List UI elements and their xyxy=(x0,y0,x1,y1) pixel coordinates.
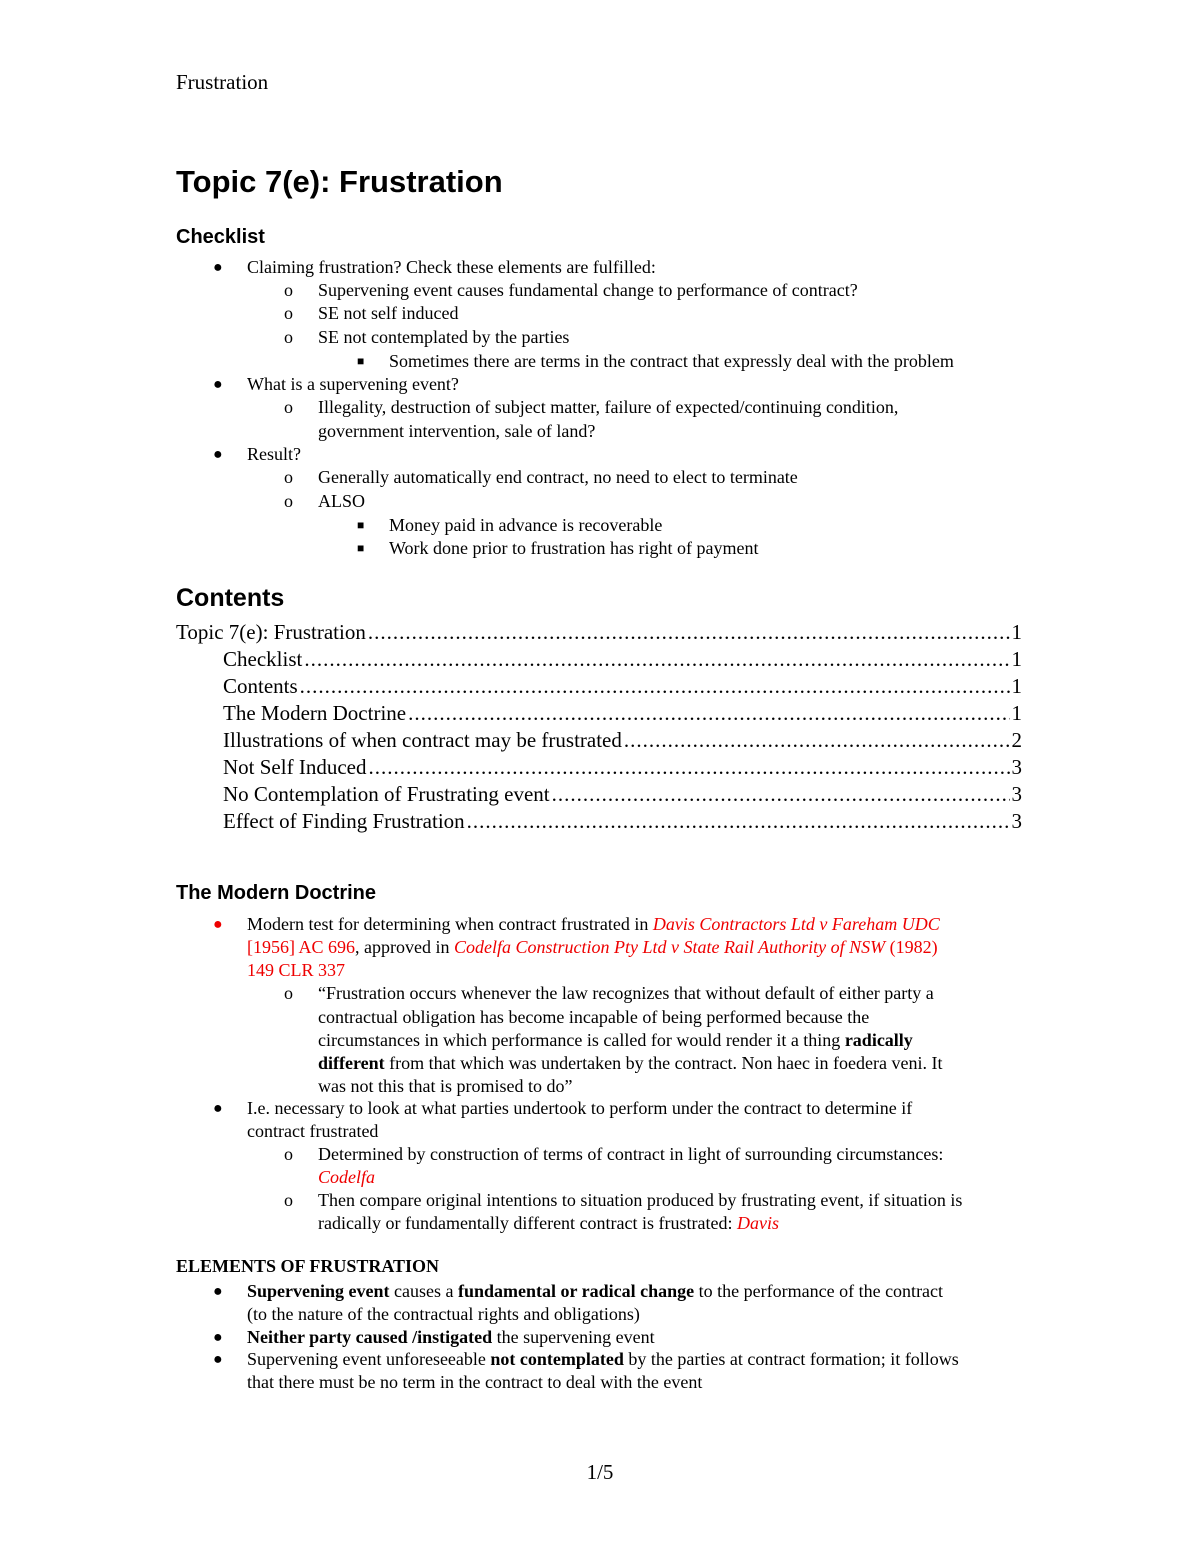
element-text: by the parties at contract formation; it follows xyxy=(623,1349,959,1369)
elements-heading: ELEMENTS OF FRUSTRATION xyxy=(176,1256,440,1276)
bullet-icon: ● xyxy=(213,1283,223,1300)
circle-bullet-icon: o xyxy=(284,983,293,1003)
circle-bullet-icon: o xyxy=(284,1190,293,1210)
case-citation: (1982) xyxy=(885,937,938,957)
bullet-icon: ● xyxy=(213,376,223,393)
quote-emphasis: different xyxy=(318,1053,385,1073)
toc-entry-label: Not Self Induced xyxy=(223,755,367,779)
element-emphasis: fundamental or radical change xyxy=(457,1281,695,1301)
toc-entry[interactable] xyxy=(223,727,1022,754)
circle-bullet-icon: o xyxy=(284,1144,293,1164)
toc-leader xyxy=(467,808,1010,835)
doctrine-subitem: Determined by construction of terms of contract in light of surrounding circumstances: xyxy=(318,1144,944,1164)
doctrine-item-line: I.e. necessary to look at what parties undertook to perform under the contract to determine if xyxy=(247,1098,913,1118)
checklist-item: What is a supervening event? xyxy=(247,374,459,394)
toc-entry-page: 1 xyxy=(1011,701,1022,725)
element-text: the supervening event xyxy=(492,1327,655,1347)
toc-entry-page: 1 xyxy=(1011,647,1022,671)
toc-entry-label: Contents xyxy=(223,674,298,698)
element-item xyxy=(247,1348,959,1371)
element-emphasis: Supervening event xyxy=(247,1281,390,1301)
checklist-subitem: Supervening event causes fundamental change to performance of contract? xyxy=(318,280,858,300)
checklist-item: Result? xyxy=(247,444,301,464)
toc-leader xyxy=(368,754,1009,781)
element-text: to the performance of the contract xyxy=(694,1281,944,1301)
element-item-cont: that there must be no term in the contract to deal with the event xyxy=(247,1372,703,1392)
checklist-subitem: Illegality, destruction of subject matter, failure of expected/continuing condition, xyxy=(318,397,899,417)
checklist-subsubitem: Work done prior to frustration has right of payment xyxy=(389,538,759,558)
toc-entry[interactable] xyxy=(176,619,1022,646)
checklist-subsubitem: Money paid in advance is recoverable xyxy=(389,515,663,535)
bullet-icon: ● xyxy=(213,1329,223,1346)
toc-entry[interactable] xyxy=(223,754,1022,781)
red-bullet-icon: ● xyxy=(213,916,223,933)
quote-text: from that which was undertaken by the contract. Non haec in foedera veni. It xyxy=(384,1053,943,1073)
toc-leader xyxy=(368,619,1010,646)
case-citation: [1956] AC 696 xyxy=(247,937,355,957)
square-bullet-icon: ■ xyxy=(357,518,365,532)
square-bullet-icon: ■ xyxy=(357,354,365,368)
doctrine-item-line xyxy=(247,913,940,936)
circle-bullet-icon: o xyxy=(284,280,293,300)
case-name: Davis Contractors Ltd v Fareham UDC xyxy=(652,914,940,934)
checklist-heading: Checklist xyxy=(176,226,265,248)
element-item-cont: (to the nature of the contractual rights and obligations) xyxy=(247,1304,640,1324)
doctrine-text: Modern test for determining when contract frustrated in xyxy=(247,914,653,934)
toc-entry-label: Topic 7(e): Frustration xyxy=(176,620,366,644)
checklist-subitem: Generally automatically end contract, no need to elect to terminate xyxy=(318,467,798,487)
quote-line xyxy=(318,1052,942,1075)
toc-entry-page: 2 xyxy=(1011,728,1022,752)
toc-leader xyxy=(304,646,1009,673)
contents-heading: Contents xyxy=(176,584,285,612)
toc-entry[interactable] xyxy=(223,673,1022,700)
bullet-icon: ● xyxy=(213,446,223,463)
toc-entry-label: Checklist xyxy=(223,647,303,671)
toc-entry-page: 1 xyxy=(1011,674,1022,698)
doctrine-subitem-cont xyxy=(318,1212,779,1235)
case-citation: 149 CLR 337 xyxy=(247,960,346,980)
toc-leader xyxy=(552,781,1010,808)
page-title: Topic 7(e): Frustration xyxy=(176,164,503,199)
toc-entry[interactable] xyxy=(223,646,1022,673)
square-bullet-icon: ■ xyxy=(357,541,365,555)
case-name: Davis xyxy=(737,1213,780,1233)
doctrine-text: radically or fundamentally different contract is frustrated: xyxy=(318,1213,738,1233)
quote-line: contractual obligation has become incapable of being performed because the xyxy=(318,1007,870,1027)
toc-entry-page: 3 xyxy=(1011,809,1022,833)
toc-entry-page: 1 xyxy=(1011,620,1022,644)
quote-line: “Frustration occurs whenever the law recognizes that without default of either party a xyxy=(318,983,934,1003)
bullet-icon: ● xyxy=(213,1100,223,1117)
toc-entry-label: Illustrations of when contract may be frustrated xyxy=(223,728,622,752)
doctrine-item-line xyxy=(247,936,938,959)
element-item xyxy=(247,1280,943,1303)
checklist-subsubitem: Sometimes there are terms in the contract that expressly deal with the problem xyxy=(389,351,954,371)
checklist-item: Claiming frustration? Check these elements are fulfilled: xyxy=(247,257,656,277)
toc-leader xyxy=(624,727,1010,754)
circle-bullet-icon: o xyxy=(284,327,293,347)
quote-text: circumstances in which performance is called for would render it a thing xyxy=(318,1030,845,1050)
element-text: causes a xyxy=(389,1281,458,1301)
page-number: 1/5 xyxy=(586,1460,614,1484)
toc-entry-label: Effect of Finding Frustration xyxy=(223,809,465,833)
toc-entry[interactable] xyxy=(223,808,1022,835)
checklist-subitem: SE not self induced xyxy=(318,303,459,323)
toc-entry-page: 3 xyxy=(1011,755,1022,779)
checklist-subitem: SE not contemplated by the parties xyxy=(318,327,570,347)
checklist-subitem: ALSO xyxy=(318,491,366,511)
quote-line xyxy=(318,1029,913,1052)
checklist-subitem-cont: government intervention, sale of land? xyxy=(318,421,596,441)
quote-emphasis: radically xyxy=(844,1030,913,1050)
circle-bullet-icon: o xyxy=(284,491,293,511)
toc-entry-page: 3 xyxy=(1011,782,1022,806)
running-header: Frustration xyxy=(176,70,269,94)
modern-doctrine-heading: The Modern Doctrine xyxy=(176,882,377,904)
quote-line: was not this that is promised to do” xyxy=(318,1076,573,1096)
circle-bullet-icon: o xyxy=(284,467,293,487)
bullet-icon: ● xyxy=(213,1351,223,1368)
element-text: Supervening event unforeseeable xyxy=(247,1349,491,1369)
bullet-icon: ● xyxy=(213,259,223,276)
toc-entry-label: The Modern Doctrine xyxy=(223,701,407,725)
toc-entry[interactable] xyxy=(223,700,1022,727)
case-name: Codelfa Construction Pty Ltd v State Rail Authority of NSW xyxy=(453,937,886,957)
doctrine-text: , approved in xyxy=(355,937,454,957)
case-name: Codelfa xyxy=(318,1167,375,1187)
circle-bullet-icon: o xyxy=(284,303,293,323)
toc-leader xyxy=(408,700,1009,727)
toc-leader xyxy=(300,673,1010,700)
doctrine-item-line: contract frustrated xyxy=(247,1121,379,1141)
element-emphasis: Neither party caused /instigated xyxy=(247,1327,493,1347)
circle-bullet-icon: o xyxy=(284,397,293,417)
toc-entry[interactable] xyxy=(223,781,1022,808)
doctrine-subitem: Then compare original intentions to situation produced by frustrating event, if situation is xyxy=(318,1190,963,1210)
element-emphasis: not contemplated xyxy=(490,1349,624,1369)
toc-entry-label: No Contemplation of Frustrating event xyxy=(223,782,550,806)
element-item xyxy=(247,1326,655,1349)
